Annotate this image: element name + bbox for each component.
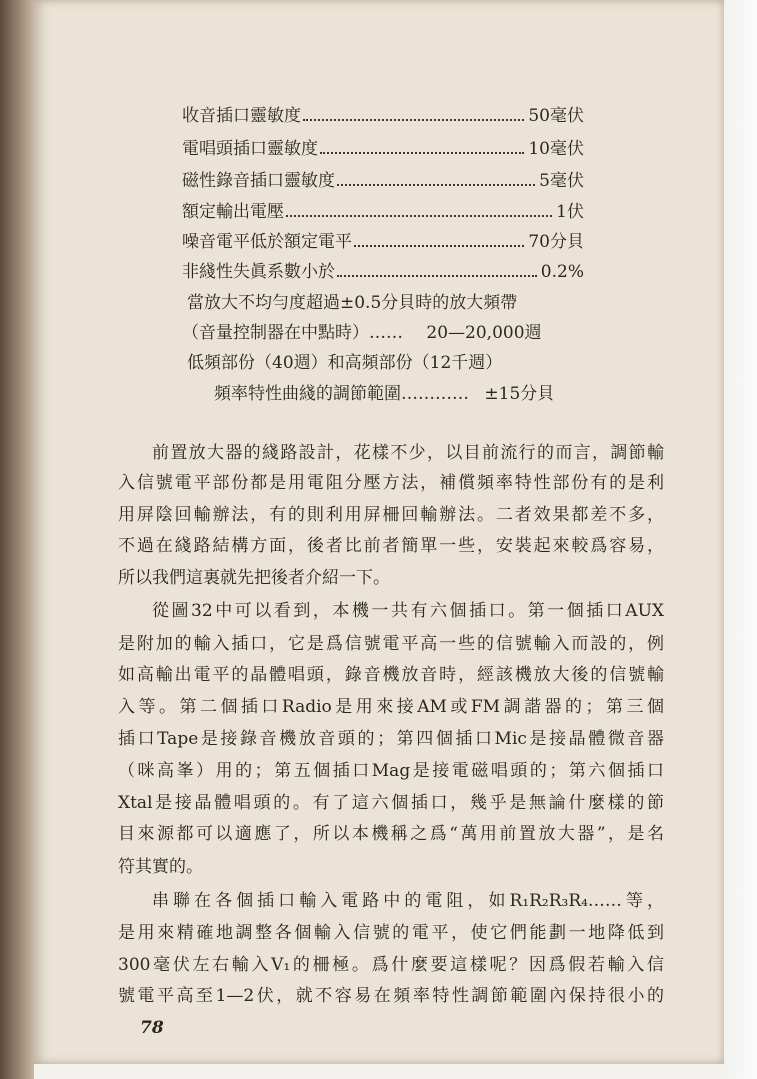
- leader-dots: [354, 245, 524, 247]
- spec-row: [182, 106, 584, 126]
- paragraph-line: 目來源都可以適應了，所以本機稱之爲“萬用前置放大器”，是名: [118, 824, 664, 844]
- freq-spec-value: ±15分貝: [484, 384, 555, 404]
- freq-spec-value: 20—20,000週: [426, 323, 542, 343]
- page-number: 78: [140, 1018, 164, 1038]
- spec-label: 電唱頭插口靈敏度: [182, 139, 318, 159]
- spec-row: [182, 262, 584, 282]
- spec-row: [182, 202, 584, 222]
- paragraph-line: 300毫伏左右輸入V₁的柵極。爲什麼要這樣呢？因爲假若輸入信: [118, 955, 664, 975]
- paragraph-line: Xtal是接晶體唱頭的。有了這六個插口，幾乎是無論什麼樣的節: [118, 793, 664, 813]
- paragraph-line: 入等。第二個插口Radio是用來接AM或FM調諧器的；第三個: [118, 697, 664, 717]
- spec-row: [182, 139, 584, 159]
- spec-value: 5毫伏: [539, 171, 584, 191]
- paragraph-line: 如高輸出電平的晶體唱頭，錄音機放音時，經該機放大後的信號輸: [118, 665, 664, 685]
- leader-dots: [337, 184, 535, 186]
- paragraph-line: 是用來精確地調整各個輸入信號的電平，使它們能劃一地降低到: [118, 923, 664, 943]
- freq-spec-line: 當放大不均勻度超過±0.5分貝時的放大頻帶: [187, 293, 518, 313]
- leader-dots: [337, 275, 537, 277]
- freq-spec-line: [182, 323, 542, 343]
- spec-row: [182, 171, 584, 191]
- paragraph-line: 前置放大器的綫路設計，花樣不少，以目前流行的而言，調節輸: [152, 443, 664, 463]
- spec-value: 0.2%: [540, 262, 584, 282]
- paragraph-line: 符其實的。: [118, 857, 203, 877]
- spec-label: 額定輸出電壓: [182, 202, 284, 222]
- paragraph-line: 用屏陰回輸辦法，有的則利用屏柵回輸辦法。二者效果都差不多，: [118, 505, 664, 525]
- spec-label: 磁性錄音插口靈敏度: [182, 171, 335, 191]
- spec-value: 70分貝: [528, 232, 584, 252]
- paragraph-line: （咪高峯）用的；第五個插口Mag是接電磁唱頭的；第六個插口: [118, 761, 664, 781]
- paragraph-line: 串聯在各個插口輸入電路中的電阻，如R₁R₂R₃R₄……等，: [152, 891, 664, 911]
- paragraph-line: 號電平高至1—2伏，就不容易在頻率特性調節範圍內保持很小的: [118, 986, 664, 1006]
- freq-spec-line: 低頻部份（40週）和高頻部份（12千週）: [187, 353, 503, 373]
- leader-dots: [303, 119, 524, 121]
- paragraph-line: 入信號電平部份都是用電阻分壓方法，補償頻率特性部份有的是利: [118, 473, 664, 493]
- paragraph-line: 不過在綫路結構方面，後者比前者簡單一些，安裝起來較爲容易，: [118, 536, 664, 556]
- paragraph-line: 所以我們這裏就先把後者介紹一下。: [118, 568, 390, 588]
- spec-label: 收音插口靈敏度: [182, 106, 301, 126]
- freq-spec-label: 頻率特性曲綫的調節範圍…………: [214, 384, 469, 404]
- leader-dots: [286, 215, 552, 217]
- leader-dots: [320, 152, 524, 154]
- paragraph-line: 是附加的輸入插口，它是爲信號電平高一些的信號輸入而設的，例: [118, 634, 664, 654]
- spec-value: 10毫伏: [528, 139, 584, 159]
- freq-spec-line: [214, 384, 554, 404]
- spec-row: [182, 232, 584, 252]
- spec-value: 50毫伏: [528, 106, 584, 126]
- spec-label: 噪音電平低於額定電平: [182, 232, 352, 252]
- freq-spec-label: （音量控制器在中點時）……: [182, 323, 403, 343]
- paragraph-line: 從圖32中可以看到，本機一共有六個插口。第一個插口AUX: [152, 601, 664, 621]
- spec-label: 非綫性失眞系數小於: [182, 262, 335, 282]
- spec-value: 1伏: [556, 202, 584, 222]
- paragraph-line: 插口Tape是接錄音機放音頭的；第四個插口Mic是接晶體微音器: [118, 729, 664, 749]
